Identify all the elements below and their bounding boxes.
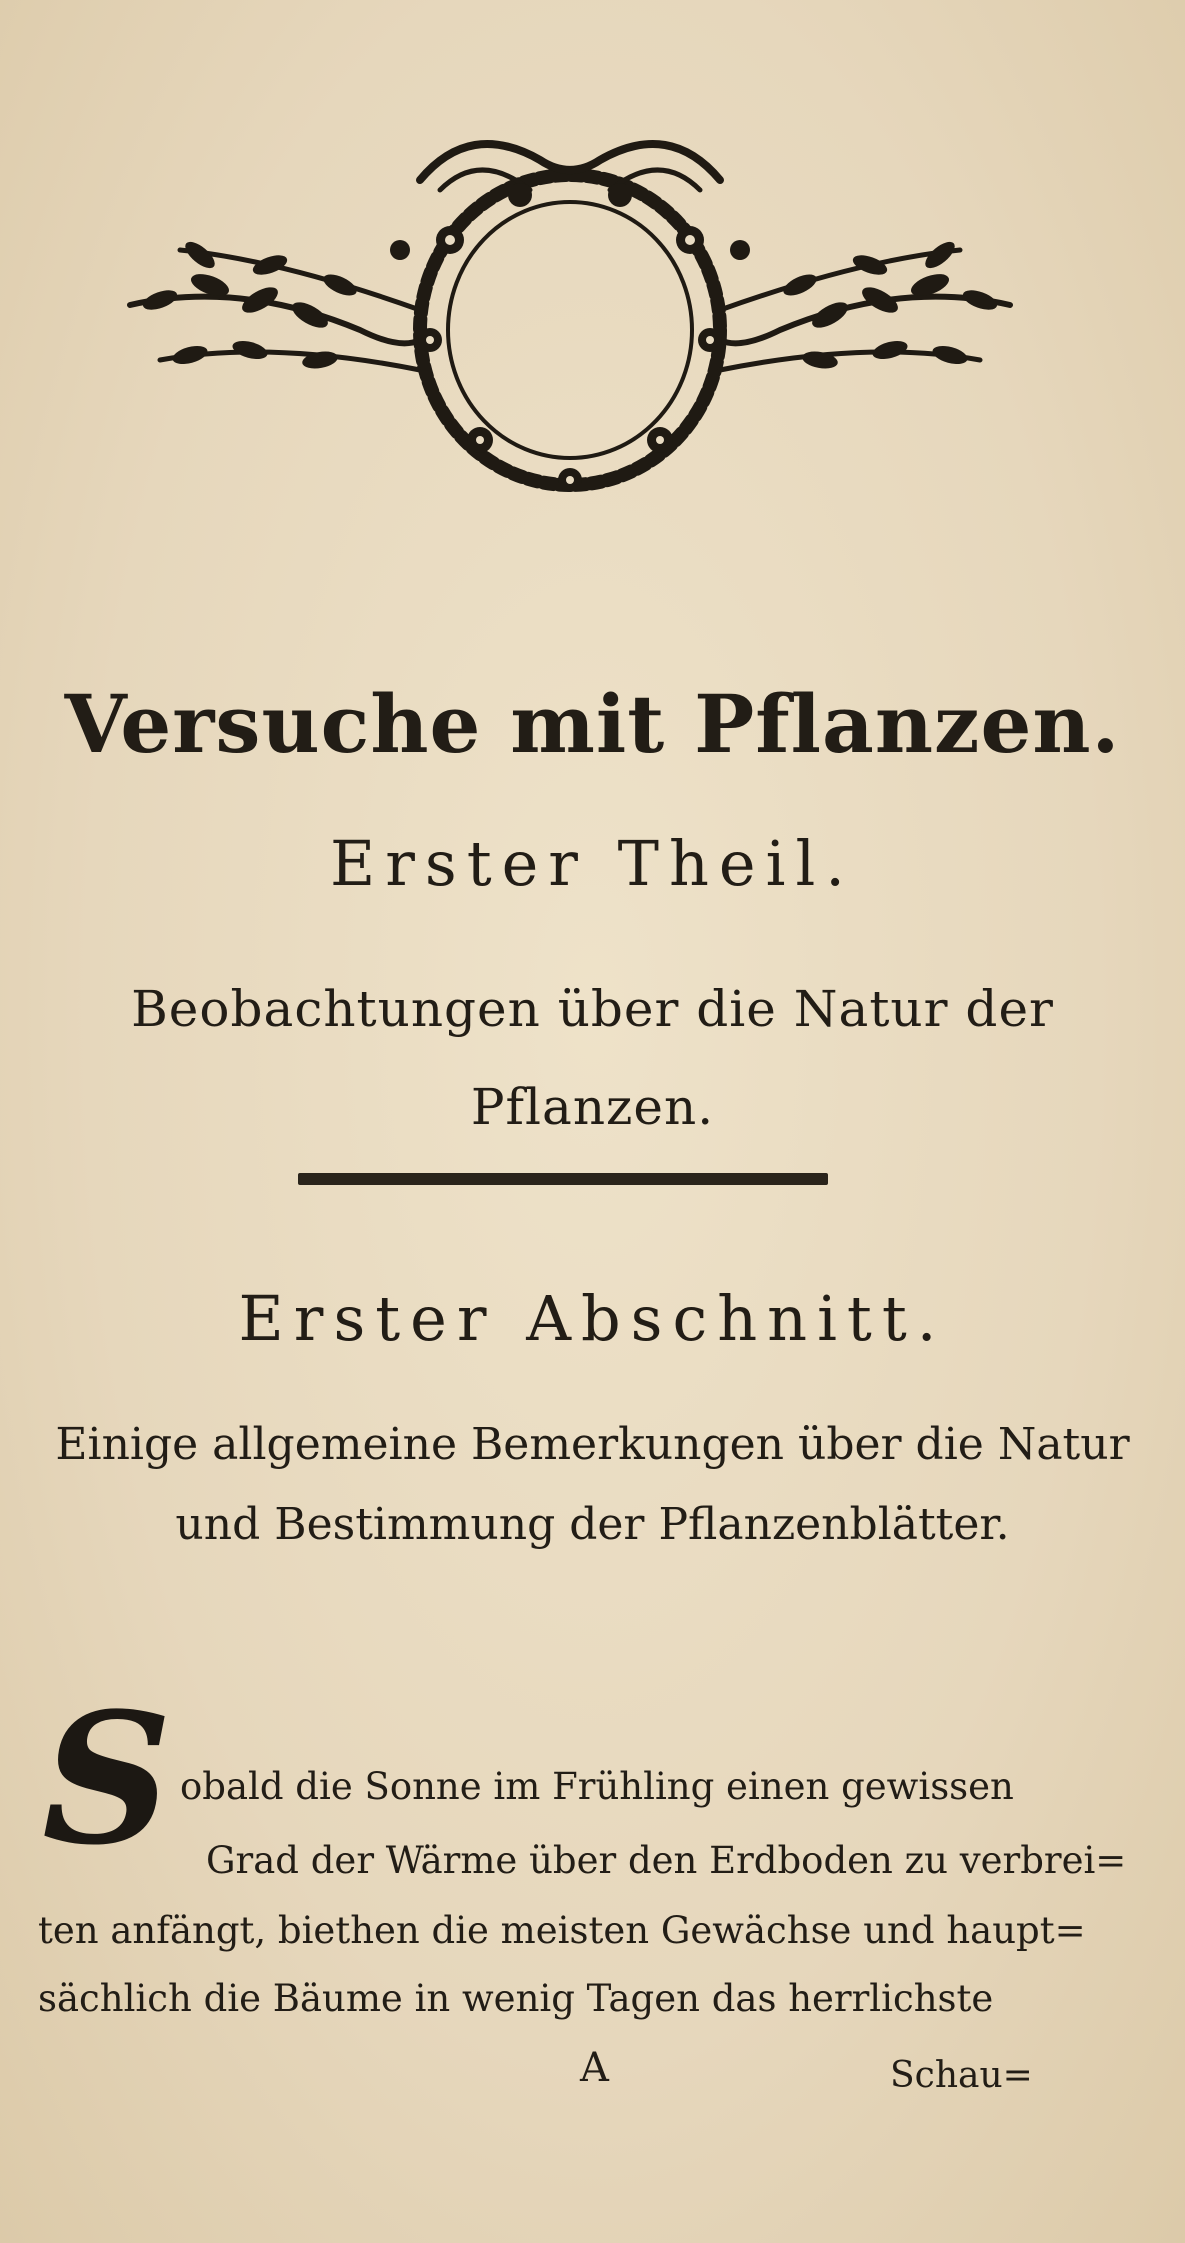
section-subtitle: Einige allgemeine Bemerkungen über die Natur und Bestimmung der Pflanzenblätter. (55, 1419, 1130, 1550)
section-heading: Erster Abschnitt. (238, 1282, 947, 1355)
body-text-line: Grad der Wärme über den Erdboden zu verbrei= (206, 1839, 1127, 1882)
signature-mark: A (580, 2045, 609, 2091)
part-heading: Erster Theil. (329, 827, 855, 900)
catchword: Schau= (890, 2055, 1033, 2096)
horizontal-rule (298, 1173, 828, 1185)
body-text-line: ten anfängt, biethen die meisten Gewächse und haupt= (38, 1909, 1086, 1952)
floral-wreath-ornament-icon (120, 100, 1020, 510)
part-subtitle: Beobachtungen über die Natur der Pflanzen. (131, 980, 1054, 1136)
body-text-line: obald die Sonne im Frühling einen gewissen (180, 1765, 1014, 1808)
body-text-line: sächlich die Bäume in wenig Tagen das herrlichste (38, 1977, 994, 2020)
drop-cap: S (42, 1674, 172, 1885)
page-title: Versuche mit Pflanzen. (64, 677, 1121, 771)
